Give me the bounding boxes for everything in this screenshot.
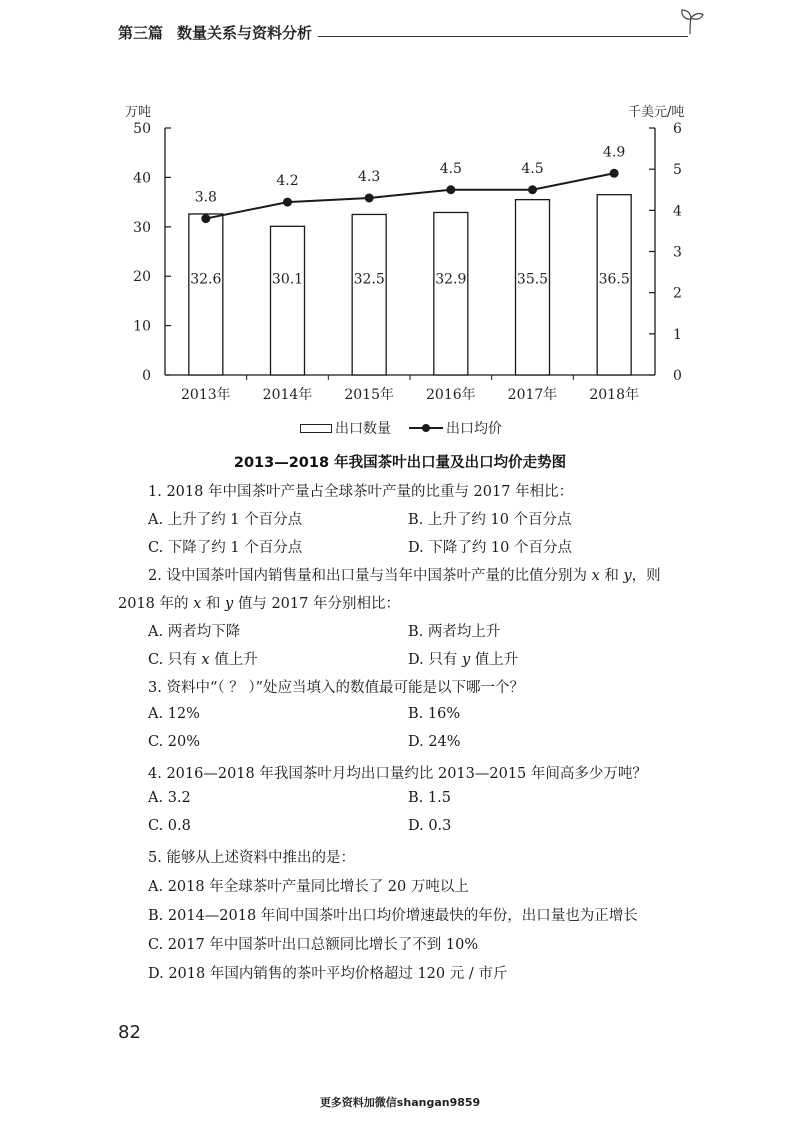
q1-option-c: C. 下降了约 1 个百分点 (148, 540, 303, 556)
legend-bar-swatch (300, 424, 332, 433)
q4-option-d: D. 0.3 (408, 818, 452, 834)
var-y: y (461, 652, 471, 668)
price-point (365, 193, 374, 202)
bar (352, 214, 386, 375)
combo-chart (0, 0, 800, 420)
y-right-tick-label: 5 (673, 162, 682, 179)
price-point (446, 185, 455, 194)
question-1-stem: 1. 2018 年中国茶叶产量占全球茶叶产量的比重与 2017 年相比： (148, 484, 574, 500)
y-left-tick-label: 50 (133, 121, 151, 137)
section-label: 第三篇 (118, 24, 164, 42)
q2-option-text: 值上升 (474, 652, 519, 668)
page-number: 82 (118, 1022, 141, 1043)
x-tick-label: 2014年 (262, 387, 313, 403)
q2-stem-text: 和 (604, 568, 619, 584)
y-left-tick-label: 20 (133, 269, 151, 286)
q1-option-d: D. 下降了约 10 个百分点 (408, 540, 572, 556)
y-right-tick-label: 4 (673, 203, 682, 220)
y-right-unit: 千美元/吨 (628, 105, 685, 120)
y-right-tick-label: 2 (673, 285, 682, 302)
q2-stem-text: 值与 2017 年分别相比： (237, 596, 400, 612)
var-x: x (201, 652, 210, 668)
x-tick-label: 2018年 (589, 387, 639, 403)
q2-option-d (408, 648, 518, 669)
y-left-tick-label: 0 (142, 368, 151, 384)
q2-option-b: B. 两者均上升 (408, 624, 501, 640)
bar (434, 212, 468, 375)
q4-option-b: B. 1.5 (408, 790, 451, 806)
chart-legend (300, 418, 502, 438)
var-y: y (623, 568, 632, 584)
q2-option-text: D. 只有 (408, 652, 458, 668)
q2-option-text: C. 只有 (148, 652, 197, 668)
q3-option-d: D. 24% (408, 734, 461, 750)
q1-option-a: A. 上升了约 1 个百分点 (148, 512, 303, 528)
y-left-tick-label: 10 (133, 318, 151, 335)
q5-option-a: A. 2018 年全球茶叶产量同比增长了 20 万吨以上 (148, 879, 469, 895)
question-2-stem-line2 (118, 592, 400, 613)
q5-option-b: B. 2014—2018 年间中国茶叶出口均价增速最快的年份，出口量也为正增长 (148, 908, 638, 924)
y-left-tick-label: 30 (133, 219, 151, 236)
price-point (528, 185, 537, 194)
y-right-tick-label: 6 (673, 121, 682, 137)
price-value-label: 4.5 (439, 160, 462, 177)
legend-line-label: 出口均价 (446, 421, 502, 437)
price-value-label: 4.3 (358, 168, 381, 185)
price-point (201, 214, 210, 223)
q2-stem-text: ，则 (631, 568, 661, 584)
y-right-tick-label: 1 (673, 326, 682, 343)
bar (189, 214, 223, 375)
x-tick-label: 2015年 (344, 387, 394, 403)
var-x: x (193, 596, 202, 612)
price-point (283, 198, 292, 207)
legend-line-swatch (409, 422, 443, 434)
q5-option-c: C. 2017 年中国茶叶出口总额同比增长了不到 10% (148, 937, 479, 953)
q2-stem-text: 2018 年的 (118, 596, 189, 612)
var-y: y (225, 596, 234, 612)
bar-value-label: 36.5 (598, 271, 630, 288)
x-tick-label: 2017年 (507, 387, 558, 403)
var-x: x (591, 568, 600, 584)
y-right-tick-label: 0 (673, 368, 682, 384)
bar-value-label: 30.1 (271, 271, 304, 288)
bar-value-label: 32.9 (435, 271, 467, 288)
q2-stem-text: 2. 设中国茶叶国内销售量和出口量与当年中国茶叶产量的比值分别为 (148, 568, 587, 584)
question-2-stem (148, 564, 661, 585)
q2-option-c (148, 648, 258, 669)
bar-value-label: 35.5 (516, 271, 549, 288)
footer-note: 更多资料加微信shangan9859 (319, 1096, 481, 1109)
q3-option-c: C. 20% (148, 734, 201, 750)
price-value-label: 4.2 (276, 173, 299, 190)
price-point (610, 169, 619, 178)
bar-value-label: 32.5 (353, 271, 385, 288)
q5-option-d: D. 2018 年国内销售的茶叶平均价格超过 120 元 / 市斤 (148, 966, 508, 982)
q3-option-b: B. 16% (408, 706, 461, 722)
legend-bar-label: 出口数量 (335, 421, 391, 437)
x-tick-label: 2016年 (426, 387, 476, 403)
price-value-label: 4.9 (603, 144, 626, 161)
question-3-stem: 3. 资料中“（ ？ ）”处应当填入的数值最可能是以下哪一个？ (148, 680, 524, 696)
y-left-unit: 万吨 (125, 105, 152, 120)
x-tick-label: 2013年 (181, 387, 231, 403)
price-value-label: 4.5 (521, 160, 544, 177)
q4-option-c: C. 0.8 (148, 818, 191, 834)
chart-title: 2013—2018 年我国茶叶出口量及出口均价走势图 (233, 455, 567, 471)
q2-option-a: A. 两者均下降 (148, 624, 241, 640)
y-right-tick-label: 3 (673, 244, 682, 261)
q2-stem-text: 和 (205, 596, 221, 612)
bar-value-label: 32.6 (190, 271, 222, 288)
q3-option-a: A. 12% (148, 706, 200, 722)
bar (271, 226, 305, 375)
y-left-tick-label: 40 (133, 170, 151, 187)
question-4-stem: 4. 2016—2018 年我国茶叶月均出口量约比 2013—2015 年间高多少万吨？ (148, 766, 647, 782)
section-title: 数量关系与资料分析 (177, 24, 313, 42)
q4-option-a: A. 3.2 (148, 790, 191, 806)
price-value-label: 3.8 (194, 189, 217, 206)
price-line (206, 173, 614, 218)
q2-option-text: 值上升 (214, 652, 258, 668)
q1-option-b: B. 上升了约 10 个百分点 (408, 512, 572, 528)
question-5-stem: 5. 能够从上述资料中推出的是： (148, 850, 355, 866)
